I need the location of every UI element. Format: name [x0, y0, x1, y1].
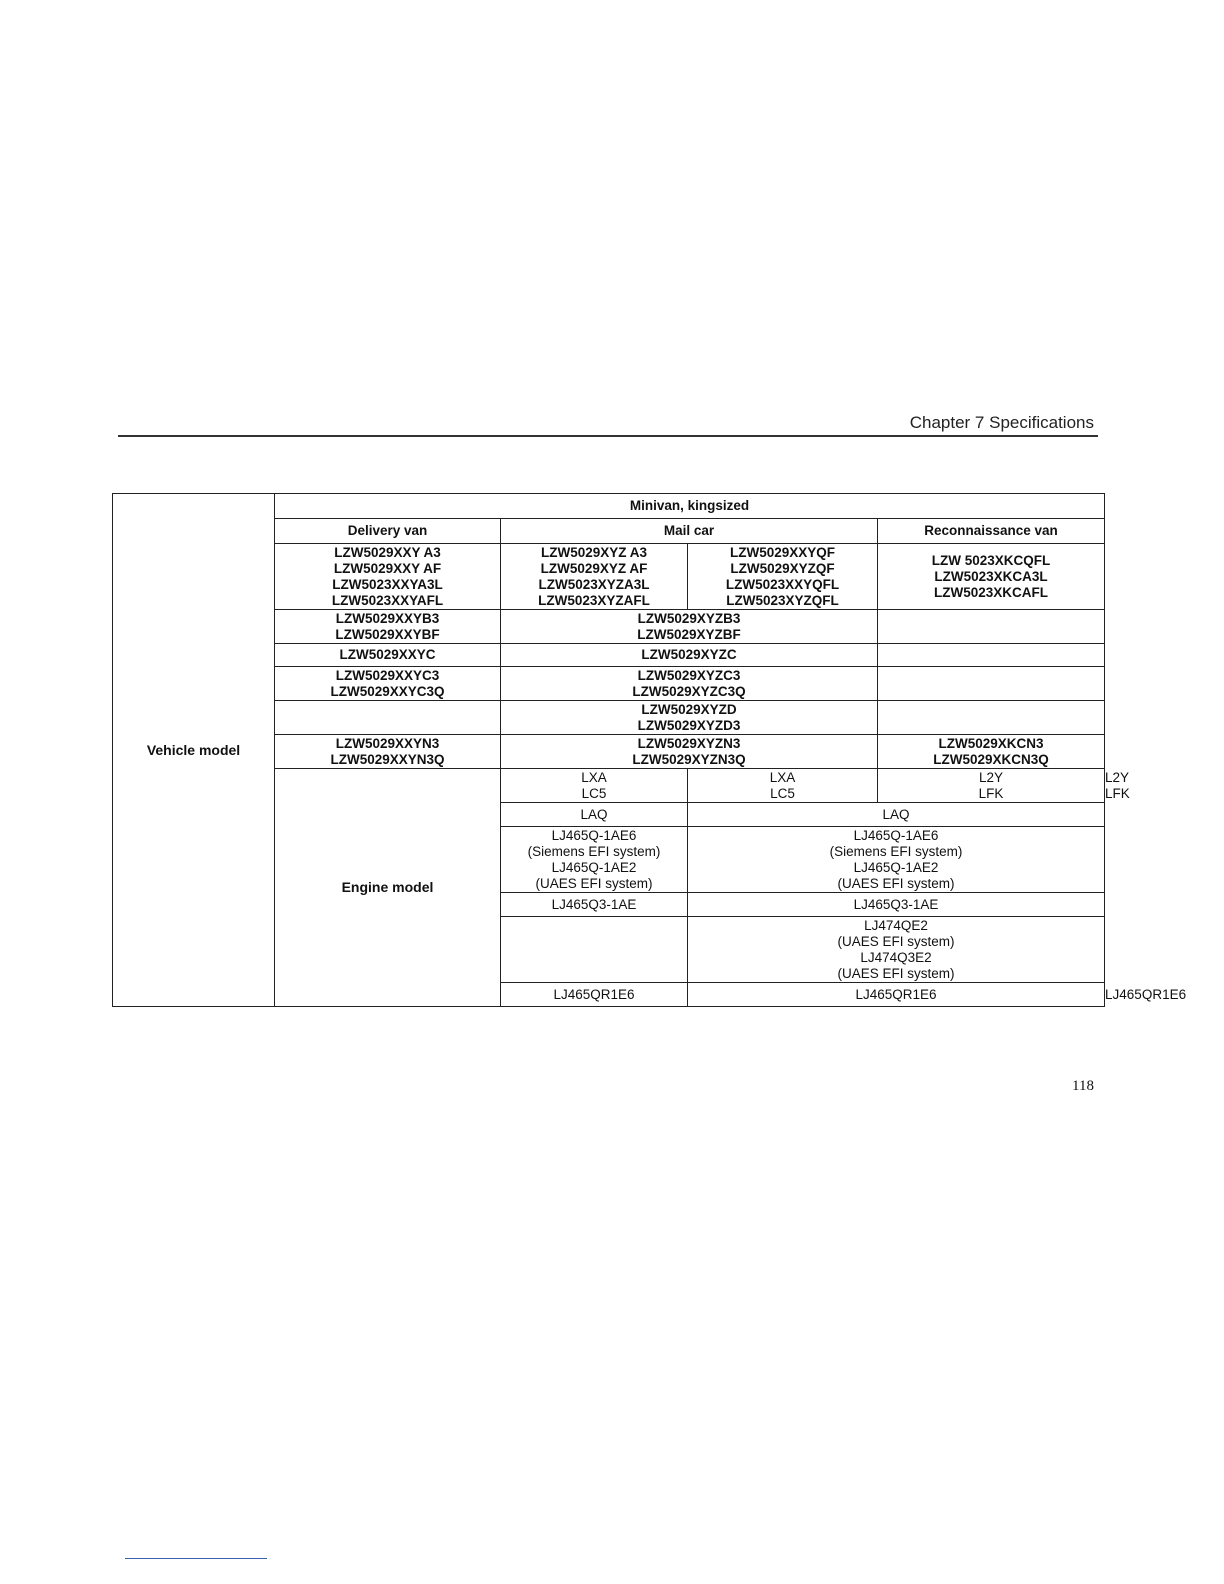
- vehicle-mail-cell: LZW5029XYZN3 LZW5029XYZN3Q: [501, 735, 878, 769]
- engine-mail-cell: LJ474QE2 (UAES EFI system) LJ474Q3E2 (UAES EFI system): [688, 917, 1105, 983]
- vehicle-delivery-cell: LZW5029XXYN3 LZW5029XXYN3Q: [275, 735, 501, 769]
- chapter-title: Chapter 7 Specifications: [909, 413, 1094, 432]
- column-header-reconnaissance-van: Reconnaissance van: [878, 519, 1105, 544]
- vehicle-delivery-cell: LZW5029XXYB3 LZW5029XXYBF: [275, 610, 501, 644]
- vehicle-recon-cell: LZW 5023XKCQFL LZW5023XKCA3L LZW5023XKCAFL: [878, 544, 1105, 610]
- footnote-rule: [125, 1558, 267, 1559]
- engine-mail-cell: L2Y LFK: [878, 769, 1105, 803]
- engine-delivery-cell: LJ465Q-1AE6 (Siemens EFI system) LJ465Q-1AE2 (UAES EFI system): [501, 827, 688, 893]
- engine-delivery-cell: LAQ: [501, 803, 688, 827]
- engine-mail-cell: LJ465QR1E6: [688, 983, 1105, 1007]
- group-header: Minivan, kingsized: [275, 494, 1105, 519]
- vehicle-model-label: Vehicle model: [113, 494, 275, 1007]
- vehicle-mail-cell: LZW5029XXYQF LZW5029XYZQF LZW5023XXYQFL LZW5023XYZQFL: [688, 544, 878, 610]
- column-header-mail-car: Mail car: [501, 519, 878, 544]
- engine-mail-cell: LJ465Q3-1AE: [688, 893, 1105, 917]
- vehicle-recon-cell: [878, 644, 1105, 667]
- vehicle-mail-cell: LZW5029XYZB3 LZW5029XYZBF: [501, 610, 878, 644]
- engine-delivery-cell: LJ465Q3-1AE: [501, 893, 688, 917]
- engine-mail-cell: LXA LC5: [688, 769, 878, 803]
- column-header-delivery-van: Delivery van: [275, 519, 501, 544]
- vehicle-delivery-cell: [275, 701, 501, 735]
- vehicle-delivery-cell: LZW5029XXYC: [275, 644, 501, 667]
- engine-delivery-cell: LJ465QR1E6: [501, 983, 688, 1007]
- vehicle-recon-cell: [878, 667, 1105, 701]
- header-rule: [118, 435, 1098, 437]
- specifications-table: Vehicle model Minivan, kingsized Delivery van Mail car Reconnaissance van LZW5029XXY A3 LZW5029XXY AF LZW5023XXYA3L LZW5023XXYAFL LZW5029XYZ A3 LZW5029XYZ AF LZW5023XYZA3L LZW5023XYZAFL LZW5029XXYQF LZW5029XYZQF LZW5023XXYQFL LZW5023XYZQFL LZW 5023XKCQFL LZW5023XKCA3L LZW5023XKCAFL LZW5029XXYB3 LZW5029XXYBF LZW5029XYZB3 LZW5029XYZBF LZW5029XXYC LZW5029XYZC LZW5029XXYC3 LZW5029XXYC3Q LZW5029XYZC3 LZW5029XYZC3Q LZW5029XYZD LZW5029XYZD3 LZW5029XXYN3 LZW5029XXYN3Q LZW5029XYZN3 LZW5029XYZN3Q LZW5029XKCN3 LZW5029XKCN3Q Engine model LXA LC5 LXA LC5 L2Y LFK L2Y LFK LAQ LAQ LJ465Q-1AE6 (Siemens EFI system) LJ465Q-1AE2 (UAES EFI system) LJ465Q-1AE6 (Siemens EFI system) LJ465Q-1AE2 (UAES EFI system) LJ465Q3-1AE LJ465Q3-1AE LJ474QE2 (UAES EFI system) LJ474Q3E2 (UAES EFI system) LJ465QR1E6 LJ465QR1E6 LJ465QR1E6: [112, 493, 1105, 1007]
- engine-delivery-cell: [501, 917, 688, 983]
- vehicle-delivery-cell: LZW5029XXY A3 LZW5029XXY AF LZW5023XXYA3L LZW5023XXYAFL: [275, 544, 501, 610]
- vehicle-recon-cell: [878, 610, 1105, 644]
- engine-model-label: Engine model: [275, 769, 501, 1007]
- vehicle-recon-cell: LZW5029XKCN3 LZW5029XKCN3Q: [878, 735, 1105, 769]
- engine-mail-cell: LJ465Q-1AE6 (Siemens EFI system) LJ465Q-1AE2 (UAES EFI system): [688, 827, 1105, 893]
- engine-delivery-cell: LXA LC5: [501, 769, 688, 803]
- page-number: 118: [1072, 1078, 1094, 1094]
- vehicle-mail-cell: LZW5029XYZC: [501, 644, 878, 667]
- vehicle-mail-cell: LZW5029XYZC3 LZW5029XYZC3Q: [501, 667, 878, 701]
- vehicle-delivery-cell: LZW5029XXYC3 LZW5029XXYC3Q: [275, 667, 501, 701]
- engine-mail-cell: LAQ: [688, 803, 1105, 827]
- vehicle-recon-cell: [878, 701, 1105, 735]
- vehicle-mail-cell: LZW5029XYZD LZW5029XYZD3: [501, 701, 878, 735]
- vehicle-mail-cell: LZW5029XYZ A3 LZW5029XYZ AF LZW5023XYZA3L LZW5023XYZAFL: [501, 544, 688, 610]
